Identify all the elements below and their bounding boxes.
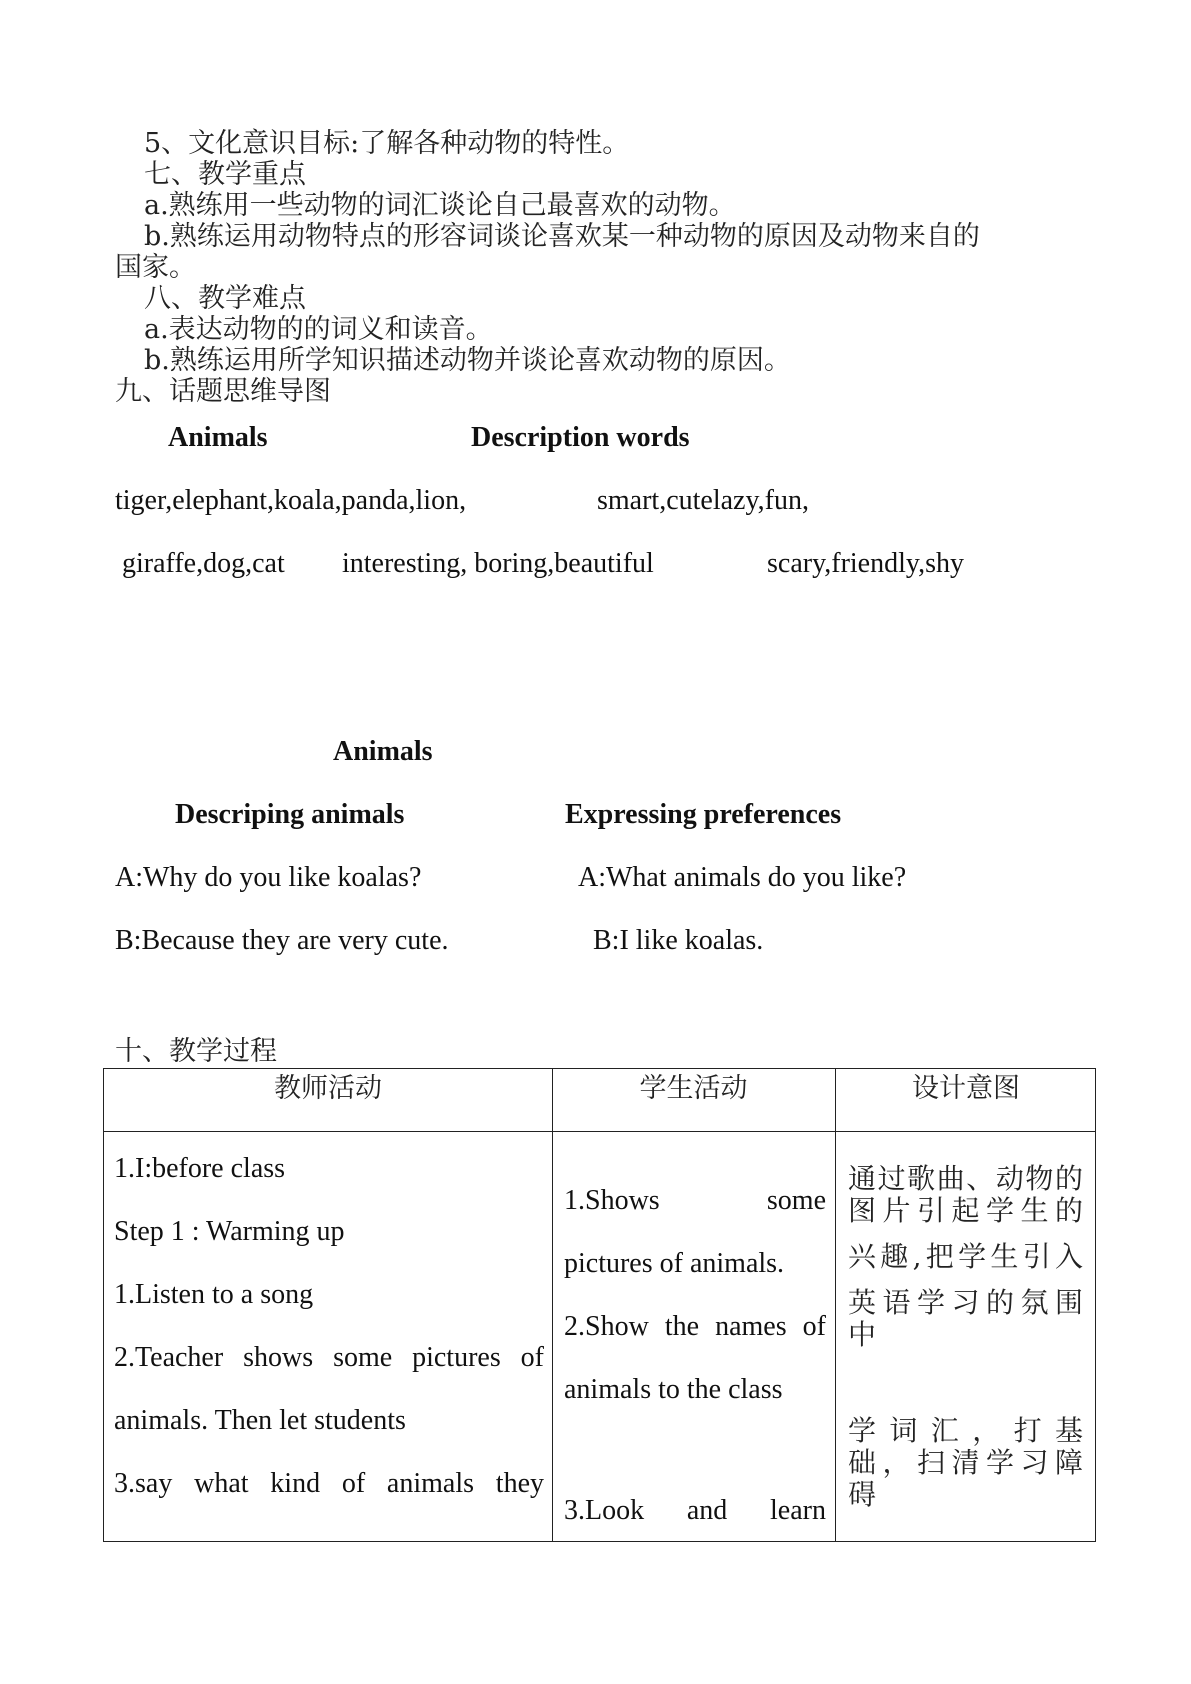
intent-line: 碍: [848, 1478, 877, 1511]
difficulty-b: b.熟练运用所学知识描述动物并谈论喜欢动物的原因。: [144, 345, 791, 376]
difficulty-a: a.表达动物的的词义和读音。: [144, 314, 493, 345]
student-activity-cell: [564, 1169, 826, 1421]
intent-line: 础，扫清学习障: [848, 1446, 1083, 1479]
intent-line: 图片引起学生的: [848, 1194, 1083, 1227]
mindmap-animals-heading: Animals: [168, 422, 268, 453]
key-point-a: a.熟练用一些动物的词汇谈论自己最喜欢的动物。: [144, 190, 736, 221]
teacher-line: Step 1 : Warming up: [114, 1216, 345, 1247]
design-intent-cell: [848, 1163, 1083, 1351]
teacher-line: 3.say what kind of animals they: [114, 1468, 544, 1499]
student-line: 3.Look and learn: [564, 1495, 826, 1526]
dialog-right-a: A:What animals do you like?: [578, 862, 907, 893]
design-intent-cell-2: [848, 1415, 1083, 1511]
teacher-line: 1.Listen to a song: [114, 1279, 314, 1310]
student-line: 2.Show the names of: [564, 1311, 826, 1342]
table-divider: [552, 1069, 553, 1541]
dialog-right-b: B:I like koalas.: [593, 925, 764, 956]
intent-line: 中: [848, 1318, 877, 1351]
section-nine-heading: 九、话题思维导图: [115, 376, 331, 407]
mindmap-desc-list-2b: scary,friendly,shy: [767, 548, 964, 579]
intent-line: 通过歌曲、动物的: [848, 1162, 1083, 1195]
dialog-left-a: A:Why do you like koalas?: [115, 862, 422, 893]
student-line: animals to the class: [564, 1374, 783, 1405]
teaching-process-table: [103, 1068, 1096, 1542]
intent-line: 英语学习的氛围: [848, 1286, 1083, 1319]
header-design-intent: 设计意图: [912, 1073, 1020, 1104]
mindmap-center-node: Animals: [333, 736, 433, 767]
teacher-line: 2.Teacher shows some pictures of: [114, 1342, 544, 1373]
section-ten-heading: 十、教学过程: [115, 1036, 277, 1067]
dialog-left-b: B:Because they are very cute.: [115, 925, 449, 956]
teacher-activity-cell: [114, 1137, 544, 1515]
header-student-activity: 学生活动: [639, 1073, 748, 1104]
teacher-line: 1.I:before class: [114, 1153, 286, 1184]
header-teacher-activity: 教师活动: [274, 1073, 382, 1104]
section-eight-heading: 八、教学难点: [144, 283, 306, 314]
mindmap-animals-list-1: tiger,elephant,koala,panda,lion,: [115, 485, 467, 516]
intent-line: 学词汇，打基: [848, 1414, 1083, 1447]
student-activity-cell-2: [564, 1479, 826, 1542]
teacher-line: animals. Then let students: [114, 1405, 406, 1436]
mindmap-animals-list-2: giraffe,dog,cat: [122, 548, 285, 579]
culture-goal-line: 5、文化意识目标:了解各种动物的特性。: [144, 128, 630, 159]
table-divider: [835, 1069, 836, 1541]
student-line: 1.Shows some: [564, 1185, 826, 1216]
mindmap-desc-list-2a: interesting, boring,beautiful: [342, 548, 654, 579]
intent-line: 兴趣,把学生引入: [848, 1240, 1083, 1273]
table-header-divider: [104, 1131, 1095, 1132]
key-point-b: b.熟练运用动物特点的形容词谈论喜欢某一种动物的原因及动物来自的: [144, 221, 980, 252]
describing-animals-heading: Descriping animals: [175, 799, 405, 830]
mindmap-description-heading: Description words: [471, 422, 690, 453]
mindmap-desc-list-1: smart,cutelazy,fun,: [597, 485, 809, 516]
expressing-preferences-heading: Expressing preferences: [565, 799, 842, 830]
student-line: pictures of animals.: [564, 1248, 785, 1279]
section-seven-heading: 七、教学重点: [144, 159, 306, 190]
key-point-b-cont: 国家。: [115, 252, 196, 283]
